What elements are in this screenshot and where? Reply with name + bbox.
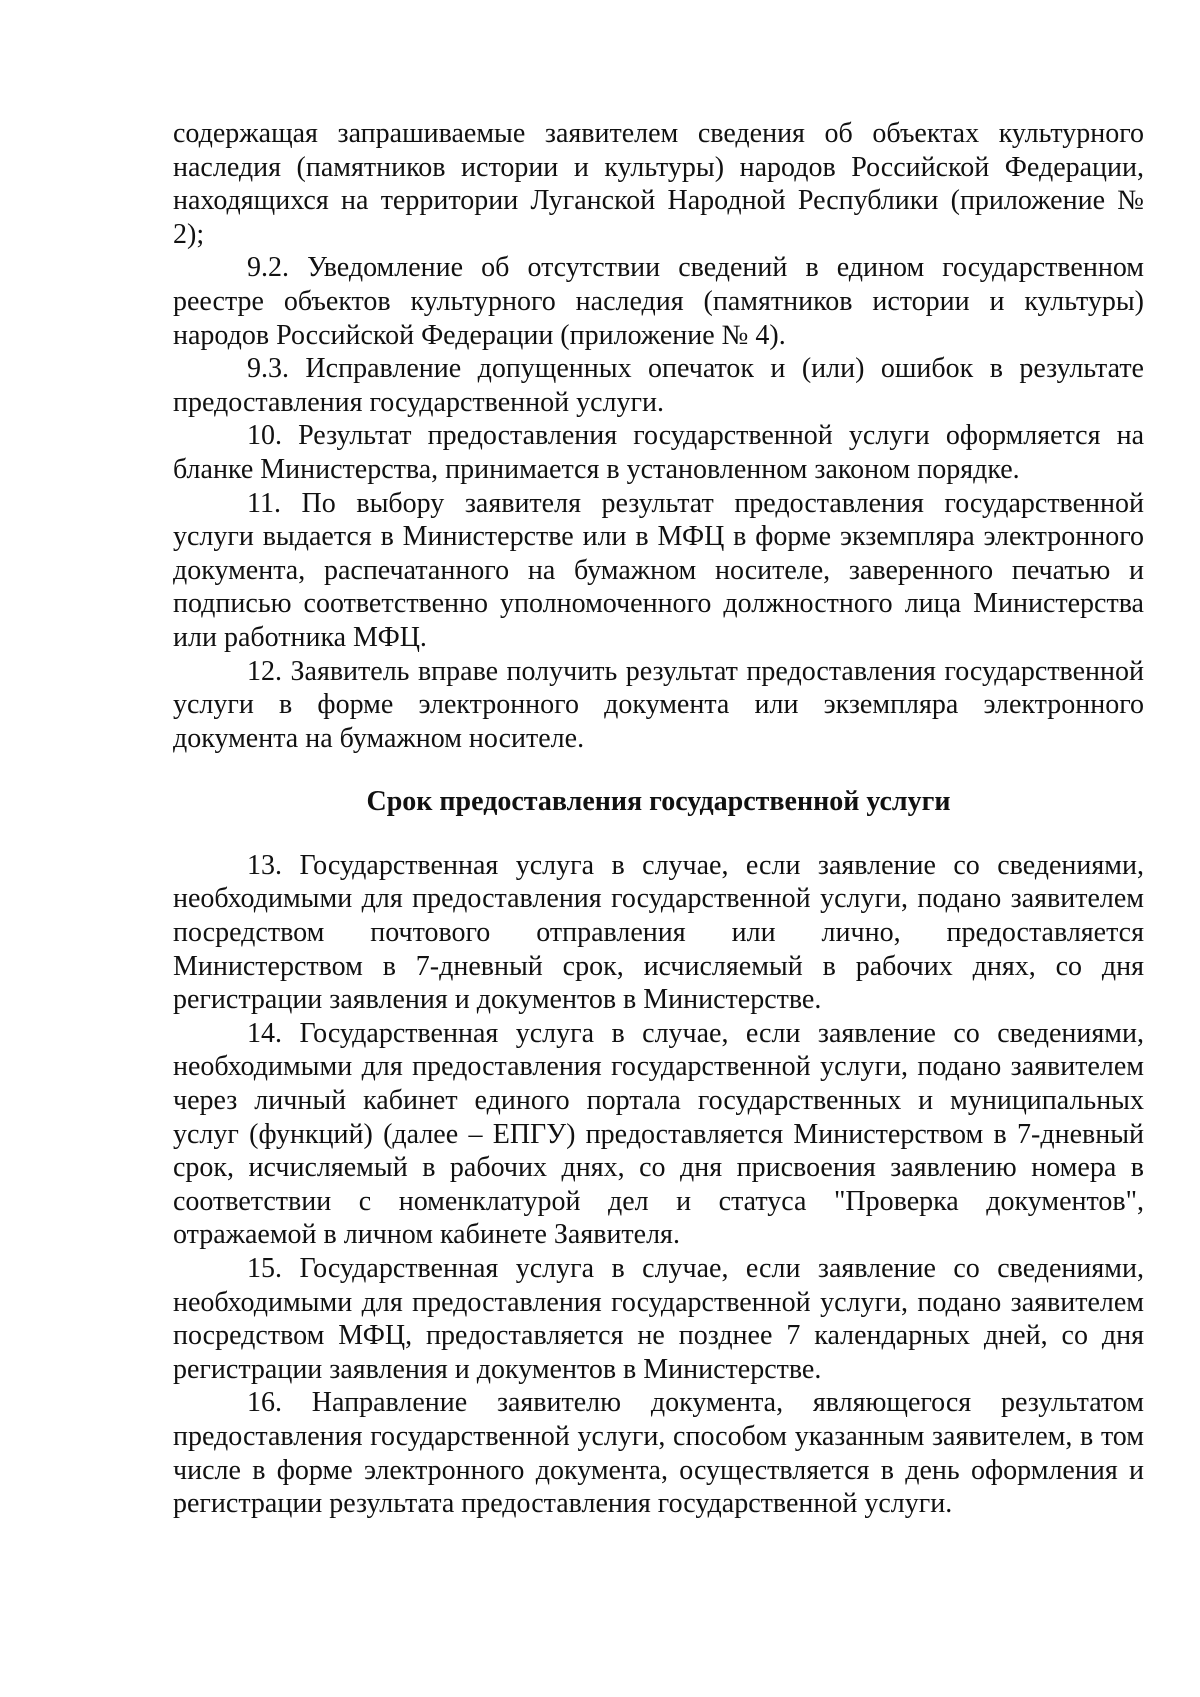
paragraph-12: 12. Заявитель вправе получить результат предоставления государственной услуги в форме электронного документа или экземпляра электронного документа на бумажном носителе.: [173, 655, 1144, 754]
document-body: [173, 117, 1144, 1521]
paragraph-continuation: содержащая запрашиваемые заявителем сведения об объектах культурного наследия (памятников истории и культуры) народов Российской Федерации, находящихся на территории Луганской Народной Республики (приложение № 2);: [173, 118, 1144, 250]
paragraph-14: 14. Государственная услуга в случае, если заявление со сведениями, необходимыми для предоставления государственной услуги, подано заявителем через личный кабинет единого портала государственных и муниципальных услуг (функций) (далее – ЕПГУ) предоставляется Министерством в 7-дневный срок, исчисляемый в рабочих днях, со дня присвоения заявлению номера в соответствии с номенклатурой дел и статуса "Проверка документов", отражаемой в личном кабинете Заявителя.: [173, 1017, 1144, 1251]
paragraph-15: 15. Государственная услуга в случае, если заявление со сведениями, необходимыми для предоставления государственной услуги, подано заявителем посредством МФЦ, предоставляется не позднее 7 календарных дней, со дня регистрации заявления и документов в Министерстве.: [173, 1253, 1144, 1385]
paragraph-9-2: 9.2. Уведомление об отсутствии сведений в едином государственном реестре объектов культурного наследия (памятников истории и культуры) народов Российской Федерации (приложение № 4).: [173, 252, 1144, 351]
paragraph-9-3: 9.3. Исправление допущенных опечаток и (или) ошибок в результате предоставления государственной услуги.: [173, 353, 1144, 418]
paragraph-16: 16. Направление заявителю документа, являющегося результатом предоставления государственной услуги, способом указанным заявителем, в том числе в форме электронного документа, осуществляется в день оформления и регистрации результата предоставления государственной услуги.: [173, 1387, 1144, 1520]
paragraph-13: 13. Государственная услуга в случае, если заявление со сведениями, необходимыми для предоставления государственной услуги, подано заявителем посредством почтового отправления или лично, предоставляется Министерством в 7-дневный срок, исчисляемый в рабочих днях, со дня регистрации заявления и документов в Министерстве.: [173, 849, 1144, 1016]
paragraph-11: 11. По выбору заявителя результат предоставления государственной услуги выдается в Министерстве или в МФЦ в форме экземпляра электронного документа, распечатанного на бумажном носителе, заверенного печатью и подписью соответственно уполномоченного должностного лица Министерства или работника МФЦ.: [173, 487, 1144, 653]
paragraph-10: 10. Результат предоставления государственной услуги оформляется на бланке Министерства, принимается в установленном законом порядке.: [173, 420, 1144, 485]
section-heading: Срок предоставления государственной услуги: [366, 786, 951, 818]
